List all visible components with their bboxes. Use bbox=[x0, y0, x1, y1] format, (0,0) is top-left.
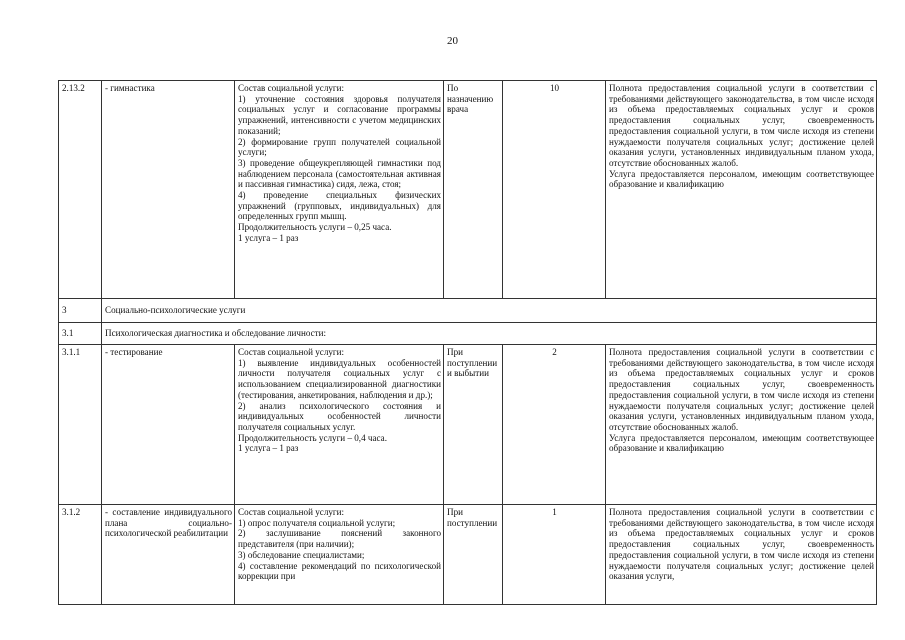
content-line: 2) анализ психологического состояния и индивидуальных особенностей личности получателя социальных услуг. bbox=[238, 400, 441, 432]
content-line: Продолжительность услуги – 0,4 часа. bbox=[238, 432, 387, 443]
row-number: 3.1.1 bbox=[59, 345, 102, 505]
content-line: 4) проведение специальных физических упражнений (групповых, индивидуальных) для определенных групп мышц. bbox=[238, 190, 441, 222]
service-name: - составление индивидуального плана социально-психологической реабилитации bbox=[102, 505, 235, 605]
content-line: 1 услуга – 1 раз bbox=[238, 443, 299, 454]
table-row bbox=[59, 345, 877, 505]
service-count: 1 bbox=[503, 505, 606, 605]
section-number: 3.1 bbox=[59, 323, 102, 345]
content-line: Состав социальной услуги: bbox=[238, 83, 345, 93]
service-count: 2 bbox=[503, 345, 606, 505]
subsection-row bbox=[59, 323, 877, 345]
service-content bbox=[235, 345, 444, 505]
quality-text: Полнота предоставления социальной услуги в соответствии с требованиями действующего законодательства, в том числе исходя из объема предоставляемых социальных услуг и сроков предоставления социальных услуг, своевременность предоставления социальной услуги, в том числе исходя из степени нуждаемости получателя социальных услуг; достижение целей оказания услуги, установленных индивидуальным планом ухода, отсутствие обоснованных жалоб. bbox=[609, 347, 874, 432]
quality-text: Полнота предоставления социальной услуги в соответствии с требованиями действующего законодательства, в том числе исходя из объема предоставляемых социальных услуг и сроков предоставления социальных услуг, своевременность предоставления социальной услуги, в том числе исходя из степени нуждаемости получателя социальных услуг; достижение целей оказания услуги, bbox=[609, 507, 874, 582]
service-period: При поступлении и выбытии bbox=[444, 345, 503, 505]
table-row bbox=[59, 505, 877, 605]
section-row bbox=[59, 299, 877, 323]
content-line: 4) составление рекомендаций по психологической коррекции при bbox=[238, 560, 441, 582]
page-number: 20 bbox=[447, 35, 458, 47]
content-line: 3) обследование специалистами; bbox=[238, 549, 365, 560]
service-quality bbox=[606, 345, 877, 505]
content-line: 1) уточнение состояния здоровья получателя социальных услуг и согласование программы упражнений, интенсивности с учетом медицинских показаний; bbox=[238, 93, 441, 136]
quality-text: Полнота предоставления социальной услуги в соответствии с требованиями действующего законодательства, в том числе исходя из объема предоставляемых социальных услуг и сроков предоставления социальных услуг, своевременность предоставления социальной услуги, в том числе исходя из степени нуждаемости получателя социальных услуг; достижение целей оказания услуги, установленных индивидуальным планом ухода, отсутствие обоснованных жалоб. bbox=[609, 83, 874, 168]
service-period: При поступлении bbox=[444, 505, 503, 605]
content-line: Состав социальной услуги: bbox=[238, 507, 345, 517]
row-number: 2.13.2 bbox=[59, 81, 102, 299]
content-line: 2) заслушивание пояснений законного представителя (при наличии); bbox=[238, 528, 441, 550]
content-line: 1) опрос получателя социальной услуги; bbox=[238, 517, 396, 528]
content-line: Продолжительность услуги – 0,25 часа. bbox=[238, 222, 392, 233]
section-title: Психологическая диагностика и обследование личности: bbox=[102, 323, 877, 345]
table-row bbox=[59, 81, 877, 299]
services-table bbox=[58, 80, 877, 605]
quality-text: Услуга предоставляется персоналом, имеющим соответствующее образование и квалификацию bbox=[609, 432, 874, 454]
content-line: 2) формирование групп получателей социальной услуги; bbox=[238, 136, 441, 158]
service-quality bbox=[606, 505, 877, 605]
service-name: - гимнастика bbox=[102, 81, 235, 299]
service-period: По назначению врача bbox=[444, 81, 503, 299]
service-quality bbox=[606, 81, 877, 299]
content-line: 1 услуга – 1 раз bbox=[238, 232, 299, 243]
section-number: 3 bbox=[59, 299, 102, 323]
quality-text: Услуга предоставляется персоналом, имеющим соответствующее образование и квалификацию bbox=[609, 168, 874, 190]
service-content bbox=[235, 505, 444, 605]
content-line: 1) выявление индивидуальных особенностей личности получателя социальных услуг с использованием специализированной диагностики (тестирования, анкетирования, наблюдения и др.); bbox=[238, 357, 441, 400]
content-line: Состав социальной услуги: bbox=[238, 347, 345, 357]
service-content bbox=[235, 81, 444, 299]
service-count: 10 bbox=[503, 81, 606, 299]
content-line: 3) проведение общеукрепляющей гимнастики под наблюдением персонала (самостоятельная активная и пассивная гимнастика) сидя, лежа, стоя; bbox=[238, 157, 441, 190]
row-number: 3.1.2 bbox=[59, 505, 102, 605]
section-title: Социально-психологические услуги bbox=[102, 299, 877, 323]
service-name: - тестирование bbox=[102, 345, 235, 505]
